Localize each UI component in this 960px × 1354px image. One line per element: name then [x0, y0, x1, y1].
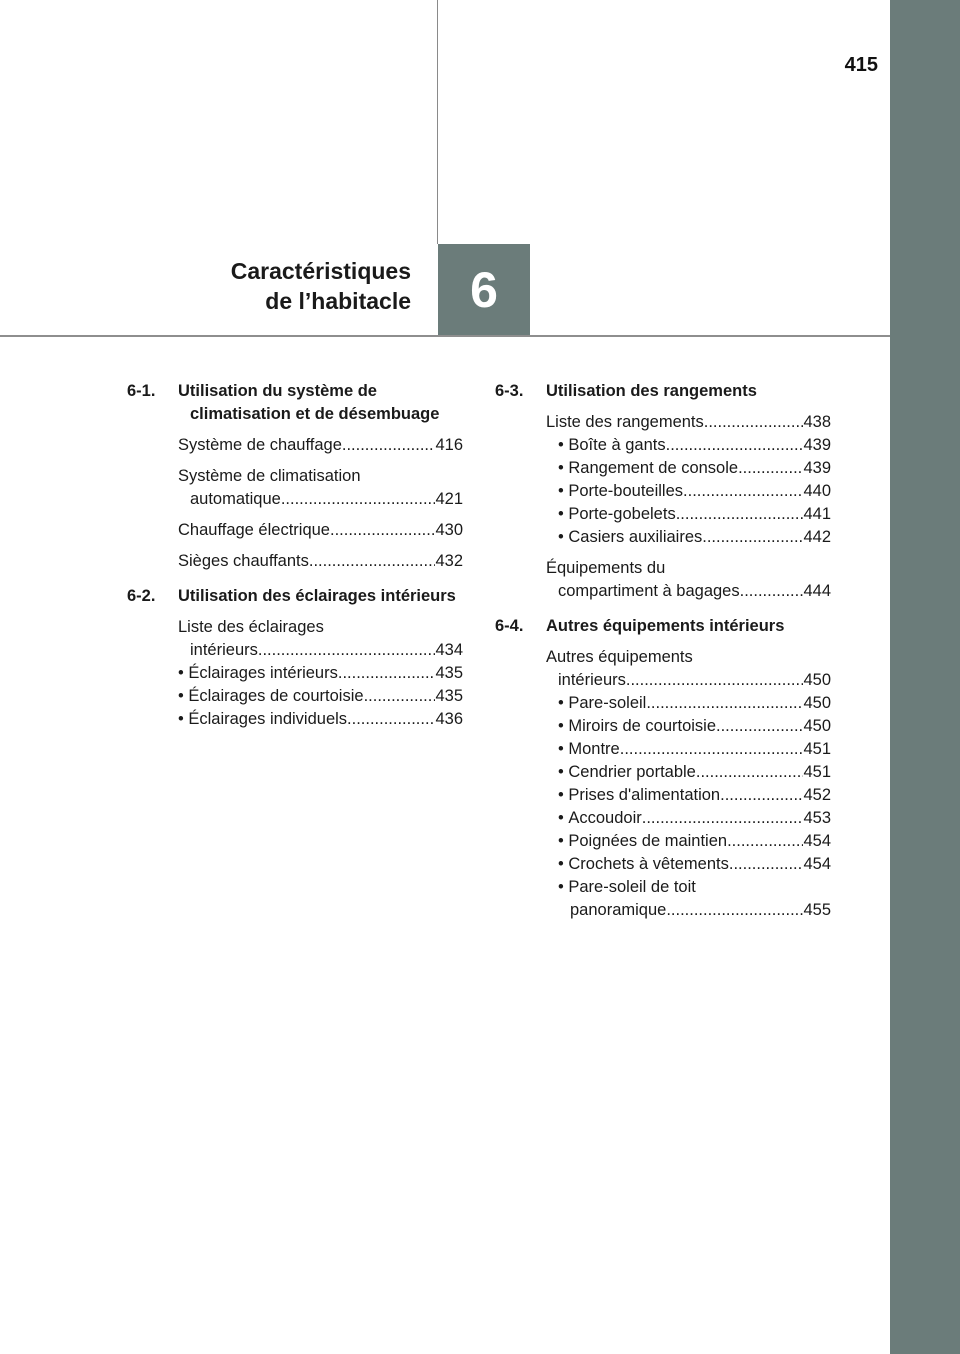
toc-section-6-1: [127, 380, 463, 573]
entry-page: 439: [803, 436, 831, 454]
leader-dots: [258, 639, 436, 662]
section-heading[interactable]: [127, 585, 463, 608]
entry-label: Sièges chauffants: [178, 552, 309, 570]
bullet: •: [178, 664, 189, 682]
bullet: •: [558, 436, 569, 454]
toc-entry[interactable]: [178, 465, 463, 511]
section-title: Utilisation des éclairages intérieurs: [178, 587, 456, 605]
toc-entry[interactable]: [178, 434, 463, 457]
toc-sub-entry[interactable]: [178, 662, 463, 685]
entry-page: 444: [803, 582, 831, 600]
leader-dots: [704, 411, 804, 434]
section-heading[interactable]: [127, 380, 463, 426]
leader-dots: [666, 434, 804, 457]
entry-page: 455: [803, 901, 831, 919]
leader-dots: [727, 830, 803, 853]
leader-dots: [626, 669, 804, 692]
bullet: •: [558, 717, 569, 735]
bullet: •: [558, 855, 569, 873]
section-number: 6-4.: [495, 617, 524, 635]
leader-dots: [309, 550, 436, 573]
toc-section-6-2: [127, 585, 463, 731]
entry-label-line1: Équipements du: [546, 559, 666, 577]
toc-sub-entry[interactable]: [558, 480, 831, 503]
entry-label: Éclairages de courtoisie: [188, 687, 364, 705]
entry-page: 432: [435, 552, 463, 570]
leader-dots: [716, 715, 803, 738]
bullet: •: [178, 710, 189, 728]
vertical-divider: [437, 0, 438, 244]
leader-dots: [702, 526, 803, 549]
entry-page: 453: [803, 809, 831, 827]
entry-label: intérieurs: [190, 641, 258, 659]
toc-sub-entry[interactable]: [558, 807, 831, 830]
bullet: •: [558, 482, 569, 500]
toc-section-6-3: [495, 380, 831, 603]
entry-label-line1: Pare-soleil de toit: [568, 878, 696, 896]
entry-label: Casiers auxiliaires: [568, 528, 703, 546]
entry-page: 435: [435, 687, 463, 705]
entry-page: 450: [803, 717, 831, 735]
entry-page: 450: [803, 671, 831, 689]
leader-dots: [740, 580, 804, 603]
bullet: •: [558, 809, 569, 827]
toc-sub-entry[interactable]: [558, 784, 831, 807]
chapter-title: [231, 256, 411, 316]
page-number: 415: [844, 54, 878, 76]
entry-label: Pare-soleil: [568, 694, 647, 712]
leader-dots: [696, 761, 804, 784]
entry-label: compartiment à bagages: [558, 582, 740, 600]
bullet: •: [558, 832, 569, 850]
bullet: •: [558, 694, 569, 712]
entry-label: Liste des rangements: [546, 413, 704, 431]
toc-entry[interactable]: [546, 411, 831, 434]
toc-sub-entry[interactable]: [558, 434, 831, 457]
entry-label: Montre: [568, 740, 620, 758]
entry-label: Crochets à vêtements: [568, 855, 729, 873]
entry-label: intérieurs: [558, 671, 626, 689]
sub-entry-list: [178, 662, 463, 731]
leader-dots: [364, 685, 436, 708]
entry-page: 434: [435, 641, 463, 659]
entry-label: Accoudoir: [568, 809, 642, 827]
entry-label: Système de chauffage: [178, 436, 342, 454]
section-title: Utilisation des rangements: [546, 382, 757, 400]
leader-dots: [338, 662, 436, 685]
toc-sub-entry[interactable]: [558, 738, 831, 761]
chapter-title-line1: Caractéristiques: [230, 258, 411, 284]
leader-dots: [683, 480, 803, 503]
leader-dots: [330, 519, 435, 542]
entry-label-line1: Système de climatisation: [178, 467, 361, 485]
entry-page: 440: [803, 482, 831, 500]
entry-page: 416: [435, 436, 463, 454]
section-number: 6-2.: [127, 587, 156, 605]
toc-sub-entry[interactable]: [558, 715, 831, 738]
leader-dots: [642, 807, 804, 830]
entry-label: Rangement de console: [568, 459, 739, 477]
entry-label: Miroirs de courtoisie: [568, 717, 717, 735]
sub-entry-list: [558, 434, 831, 549]
entry-label: Éclairages individuels: [188, 710, 348, 728]
toc-sub-entry[interactable]: [558, 876, 831, 922]
toc-left-column: [127, 380, 463, 740]
toc-right-column: [495, 380, 831, 931]
toc-sub-entry[interactable]: [558, 526, 831, 549]
bullet: •: [558, 878, 569, 896]
entry-label: Porte-bouteilles: [568, 482, 684, 500]
section-number: 6-1.: [127, 382, 156, 400]
bullet: •: [178, 687, 189, 705]
toc-entry[interactable]: [546, 646, 831, 692]
leader-dots: [720, 784, 803, 807]
toc-entry[interactable]: [546, 557, 831, 603]
section-number: 6-3.: [495, 382, 524, 400]
entry-page: 436: [435, 710, 463, 728]
leader-dots: [738, 457, 803, 480]
entry-page: 421: [435, 490, 463, 508]
entry-page: 451: [803, 763, 831, 781]
toc-sub-entry[interactable]: [558, 830, 831, 853]
chapter-side-tab: [890, 0, 960, 1354]
section-heading[interactable]: [495, 380, 831, 403]
leader-dots: [729, 853, 804, 876]
entry-page: 438: [803, 413, 831, 431]
chapter-number-box: 6: [438, 244, 530, 335]
leader-dots: [342, 434, 436, 457]
bullet: •: [558, 505, 569, 523]
entry-label: Boîte à gants: [568, 436, 666, 454]
bullet: •: [558, 763, 569, 781]
entry-page: 452: [803, 786, 831, 804]
leader-dots: [646, 692, 803, 715]
entry-page: 435: [435, 664, 463, 682]
entry-label: Cendrier portable: [568, 763, 696, 781]
section-title: Autres équipements intérieurs: [546, 617, 785, 635]
leader-dots: [620, 738, 804, 761]
entry-page: 454: [803, 832, 831, 850]
toc-entry[interactable]: [178, 550, 463, 573]
leader-dots: [676, 503, 804, 526]
entry-label-line1: Autres équipements: [546, 648, 693, 666]
entry-page: 451: [803, 740, 831, 758]
entry-label: Éclairages intérieurs: [188, 664, 338, 682]
entry-page: 439: [803, 459, 831, 477]
toc-entry[interactable]: [178, 616, 463, 662]
entry-page: 441: [803, 505, 831, 523]
entry-label: panoramique: [570, 901, 667, 919]
toc-sub-entry[interactable]: [178, 685, 463, 708]
entry-page: 450: [803, 694, 831, 712]
bullet: •: [558, 740, 569, 758]
toc-sub-entry[interactable]: [558, 457, 831, 480]
entry-label-line1: Liste des éclairages: [178, 618, 324, 636]
entry-label: automatique: [190, 490, 281, 508]
toc-sub-entry[interactable]: [558, 853, 831, 876]
toc-sub-entry[interactable]: [558, 761, 831, 784]
toc-sub-entry[interactable]: [558, 692, 831, 715]
bullet: •: [558, 528, 569, 546]
leader-dots: [666, 899, 803, 922]
leader-dots: [281, 488, 436, 511]
bullet: •: [558, 459, 569, 477]
entry-page: 430: [435, 521, 463, 539]
entry-page: 454: [803, 855, 831, 873]
toc-entry[interactable]: [178, 519, 463, 542]
toc-sub-entry[interactable]: [558, 503, 831, 526]
bullet: •: [558, 786, 569, 804]
sub-entry-list: [558, 692, 831, 922]
chapter-title-line2: de l’habitacle: [265, 288, 411, 314]
entry-label: Poignées de maintien: [568, 832, 728, 850]
section-heading[interactable]: [495, 615, 831, 638]
entry-page: 442: [803, 528, 831, 546]
entry-label: Chauffage électrique: [178, 521, 330, 539]
toc-section-6-4: [495, 615, 831, 922]
section-title: Utilisation du système de climatisation et de désembuage: [178, 382, 440, 423]
entry-label: Prises d'alimentation: [568, 786, 721, 804]
leader-dots: [347, 708, 435, 731]
header-divider: [0, 335, 890, 337]
entry-label: Porte-gobelets: [568, 505, 676, 523]
toc-sub-entry[interactable]: [178, 708, 463, 731]
